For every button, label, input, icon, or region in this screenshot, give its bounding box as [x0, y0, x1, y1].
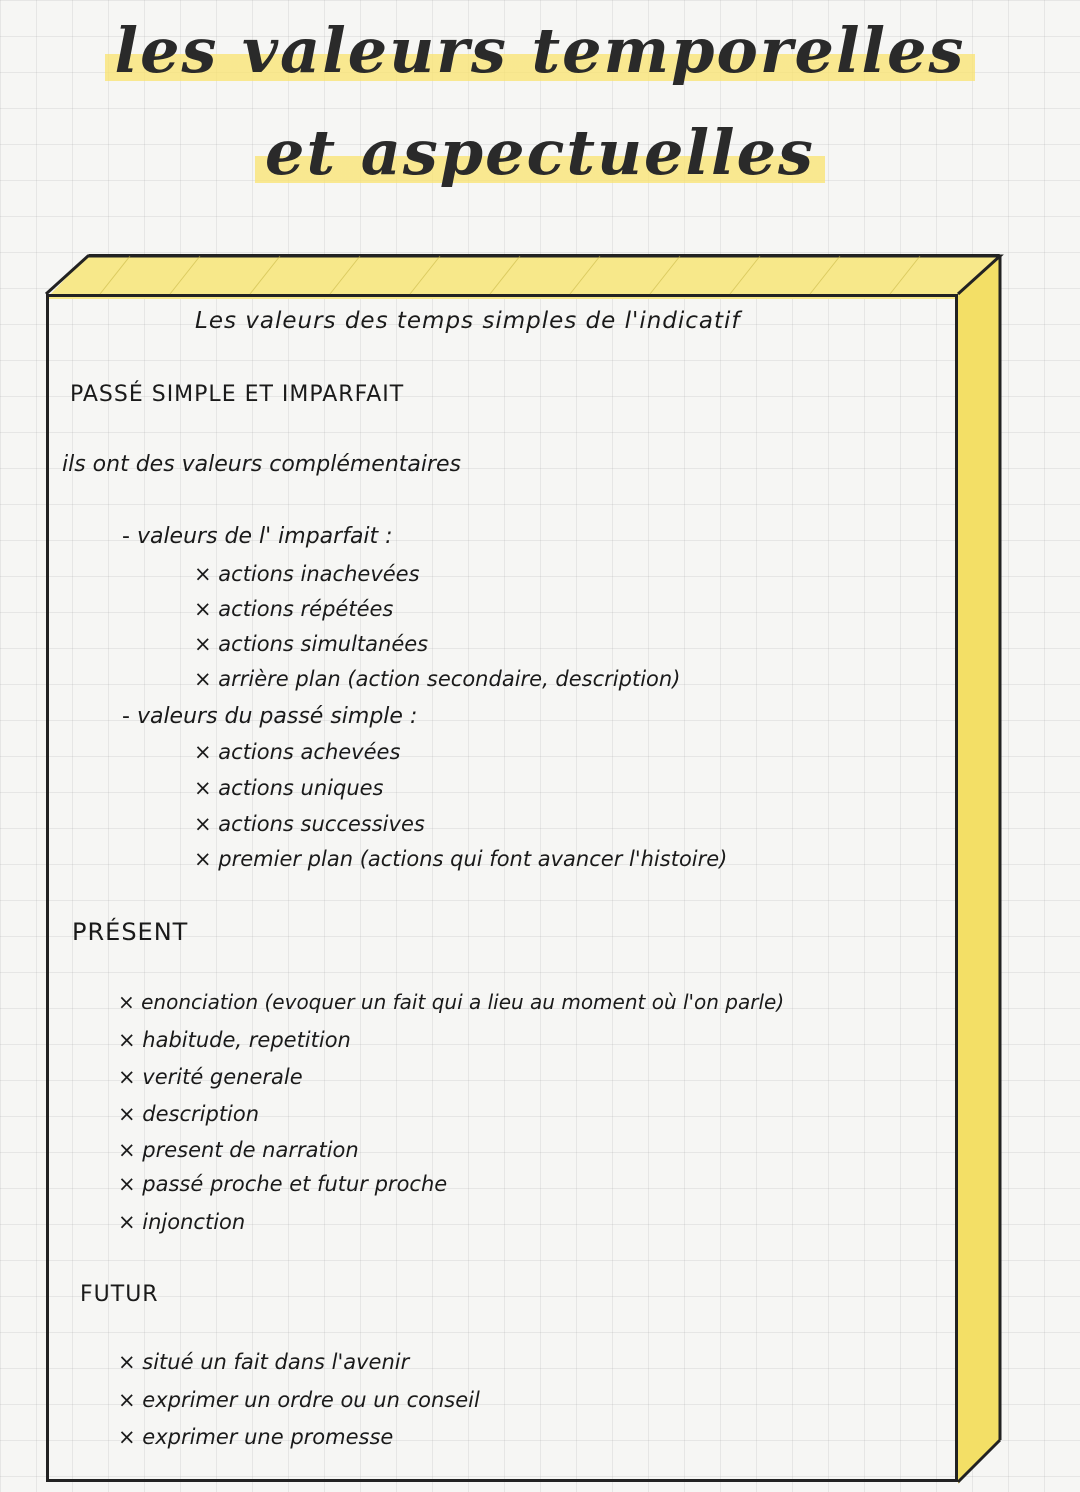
list-item: × exprimer un ordre ou un conseil [118, 1388, 480, 1412]
page-title-line-2 [0, 116, 1080, 189]
list-item: × passé proche et futur proche [118, 1172, 447, 1196]
list-item: × enonciation (evoquer un fait qui a lieu au moment où l'on parle) [118, 990, 784, 1014]
page-title-line-1 [0, 14, 1080, 87]
list-item: × actions inachevées [194, 562, 420, 586]
list-item: × verité generale [118, 1065, 303, 1089]
title-text-2: et aspectuelles [255, 116, 825, 189]
list-item: × description [118, 1102, 259, 1126]
list-item: × exprimer une promesse [118, 1425, 393, 1449]
list-item: × injonction [118, 1210, 245, 1234]
list-item: × actions achevées [194, 740, 400, 764]
box-top-face [46, 254, 1000, 299]
box-heading: Les valeurs des temps simples de l'indicatif [195, 308, 741, 334]
section-heading-passe-imparfait: PASSÉ SIMPLE ET IMPARFAIT [70, 382, 405, 407]
passe-simple-subheading: - valeurs du passé simple : [122, 704, 417, 729]
title-text-1: les valeurs temporelles [105, 14, 976, 87]
list-item: × actions simultanées [194, 632, 428, 656]
list-item: × situé un fait dans l'avenir [118, 1350, 409, 1374]
list-item: × arrière plan (action secondaire, description) [194, 667, 680, 691]
section-heading-present: PRÉSENT [72, 918, 189, 946]
imparfait-subheading: - valeurs de l' imparfait : [122, 524, 393, 549]
list-item: × habitude, repetition [118, 1028, 351, 1052]
section-intro: ils ont des valeurs complémentaires [62, 452, 462, 477]
box-side-face [958, 254, 1000, 1484]
list-item: × premier plan (actions qui font avancer l'histoire) [194, 847, 727, 871]
list-item: × present de narration [118, 1138, 359, 1162]
section-heading-futur: FUTUR [80, 1282, 159, 1307]
list-item: × actions successives [194, 812, 425, 836]
list-item: × actions répétées [194, 597, 393, 621]
list-item: × actions uniques [194, 776, 384, 800]
